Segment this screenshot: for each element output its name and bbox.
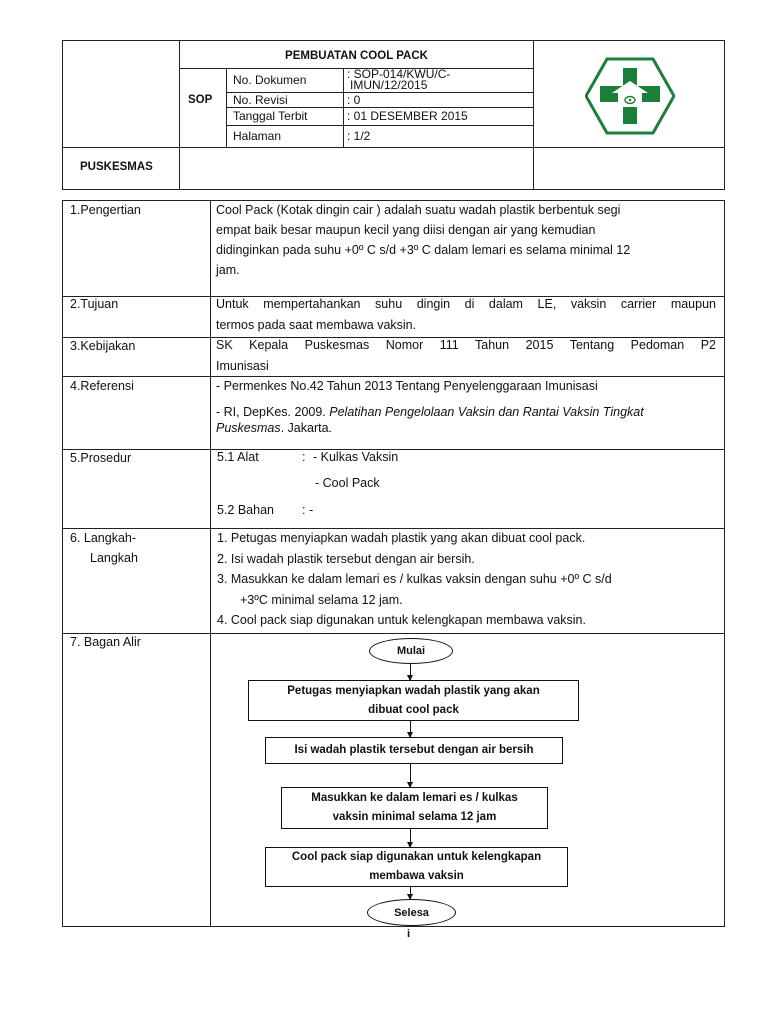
flowchart-step-3-line: vaksin minimal selama 12 jam [332, 811, 497, 823]
field-value-halaman: : 1/2 [347, 129, 371, 143]
flowchart-arrow [410, 764, 411, 787]
flowchart-step-1 [248, 680, 579, 721]
langkah-step: +3ºC minimal selama 12 jam. [240, 592, 403, 607]
prosedur-alat-label: 5.1 Alat [217, 450, 259, 464]
referensi-item-2-suffix: . Jakarta. [280, 421, 333, 435]
field-value-no-revisi: : 0 [347, 93, 361, 107]
field-label-no-dokumen: No. Dokumen [233, 73, 307, 87]
flowchart-step-2: Isi wadah plastik tersebut dengan air bersih [265, 737, 563, 764]
referensi-item-2 [216, 404, 716, 436]
puskesmas-logo-icon [585, 57, 675, 135]
referensi-item-2-prefix: - RI, DepKes. 2009. [216, 405, 330, 419]
flowchart-end-trail: i [407, 928, 411, 940]
referensi-item-2-title-cont: Puskesmas [216, 421, 281, 435]
langkah-step: 1. Petugas menyiapkan wadah plastik yang akan dibuat cool pack. [217, 531, 586, 545]
flowchart-step-4 [265, 847, 568, 887]
flowchart-step-3-line: Masukkan ke dalam lemari es / kulkas [311, 792, 518, 804]
referensi-item-1: - Permenkes No.42 Tahun 2013 Tentang Penyelenggaraan Imunisasi [216, 379, 598, 393]
section-label-referensi: 4.Referensi [70, 379, 134, 393]
section-label-langkah: 6. Langkah- [70, 531, 137, 545]
flowchart-step-3 [281, 787, 548, 829]
section-label-bagan-alir: 7. Bagan Alir [70, 635, 141, 649]
puskesmas-label: PUSKESMAS [80, 161, 153, 173]
flowchart-arrow [410, 721, 411, 737]
langkah-step: 4. Cool pack siap digunakan untuk kelengkapan membawa vaksin. [217, 613, 586, 627]
prosedur-bahan-value: : - [302, 503, 314, 517]
flowchart-end: Selesa [367, 899, 456, 926]
kebijakan-line-2: Imunisasi [216, 359, 269, 373]
flowchart-arrow [410, 829, 411, 847]
flowchart-arrow [410, 664, 411, 680]
flowchart-step-1-line: dibuat cool pack [368, 703, 459, 716]
prosedur-alat-item: - Kulkas Vaksin [313, 450, 399, 464]
prosedur-bahan-label: 5.2 Bahan [217, 503, 274, 517]
langkah-steps [217, 528, 717, 631]
referensi-item-2-title: Pelatihan Pengelolaan Vaksin dan Rantai Vaksin Tingkat [329, 405, 644, 419]
field-label-no-revisi: No. Revisi [233, 93, 288, 107]
sop-label: SOP [188, 94, 213, 106]
kebijakan-line-1: SK Kepala Puskesmas Nomor 111 Tahun 2015 Tentang Pedoman P2 [216, 338, 716, 352]
field-label-tanggal-terbit: Tanggal Terbit [233, 109, 308, 123]
prosedur-alat-separator: : [302, 450, 306, 464]
flowchart-start: Mulai [369, 638, 453, 664]
document-title: PEMBUATAN COOL PACK [285, 50, 428, 62]
pengertian-line: empat baik besar maupun kecil yang diisi dengan air yang kemudian [216, 223, 596, 237]
section-label-pengertian: 1.Pengertian [70, 203, 141, 217]
pengertian-line: Cool Pack (Kotak dingin cair ) adalah suatu wadah plastik berbentuk segi [216, 203, 621, 217]
section-label-langkah-cont: Langkah [90, 551, 138, 565]
field-label-halaman: Halaman [233, 129, 282, 143]
pengertian-text [216, 200, 716, 280]
tujuan-line-1: Untuk mempertahankan suhu dingin di dalam LE, vaksin carrier maupun [216, 297, 716, 311]
prosedur-alat-item: - Cool Pack [315, 476, 380, 490]
section-label-tujuan: 2.Tujuan [70, 297, 119, 311]
pengertian-line: jam. [216, 263, 240, 277]
flowchart-step-1-line: Petugas menyiapkan wadah plastik yang akan [287, 684, 540, 697]
tujuan-line-2: termos pada saat membawa vaksin. [216, 318, 417, 332]
section-label-prosedur: 5.Prosedur [70, 451, 132, 465]
langkah-step: 3. Masukkan ke dalam lemari es / kulkas vaksin dengan suhu +0º C s/d [217, 572, 612, 586]
field-value-tanggal-terbit: : 01 DESEMBER 2015 [347, 109, 468, 123]
field-value-no-dokumen: : SOP-014/KWU/C- [347, 67, 451, 81]
flowchart-step-4-line: membawa vaksin [369, 870, 464, 882]
langkah-step: 2. Isi wadah plastik tersebut dengan air bersih. [217, 551, 475, 566]
field-value-no-dokumen-cont: IMUN/12/2015 [350, 78, 428, 92]
pengertian-line: didinginkan pada suhu +0º C s/d +3º C dalam lemari es selama minimal 12 [216, 243, 631, 257]
flowchart-step-4-line: Cool pack siap digunakan untuk kelengkapan [291, 851, 542, 863]
section-label-kebijakan: 3.Kebijakan [70, 339, 136, 353]
flowchart-arrow [410, 887, 411, 899]
